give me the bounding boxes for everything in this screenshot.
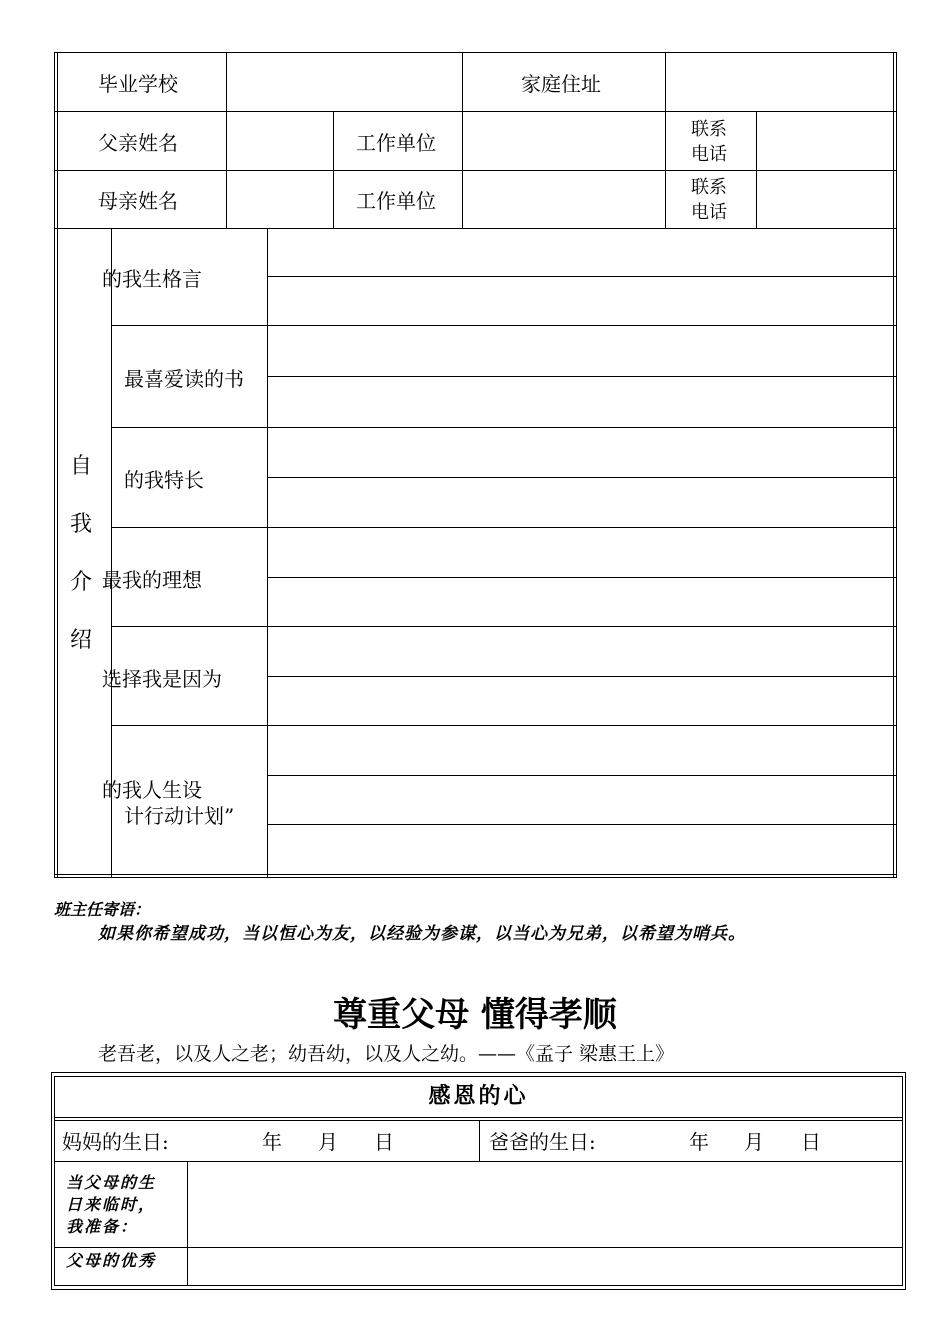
mother-phone-label-line2: 电话 [691, 202, 727, 223]
motto-label: 的我生格言 [102, 267, 202, 291]
gratitude-header: 感恩的心 [428, 1083, 529, 1109]
school-field[interactable] [227, 53, 461, 110]
prepare-label-line1: 当父母的生 [66, 1173, 157, 1192]
father-name-label: 父亲姓名 [98, 131, 178, 155]
section-title: 尊重父母 懂得孝顺 [333, 995, 617, 1035]
mother-name-field[interactable] [227, 171, 332, 227]
strength-field[interactable] [268, 428, 893, 527]
motto-field[interactable] [268, 229, 893, 325]
mom-birthday-day: 日 [374, 1130, 394, 1154]
intro-title-char-3: 介 [70, 570, 93, 595]
intro-title-char-2: 我 [70, 512, 93, 537]
mother-phone-field[interactable] [757, 171, 892, 227]
prepare-label-line3: 我准备： [66, 1217, 139, 1236]
father-phone-label-line2: 电话 [691, 144, 727, 165]
mother-phone-label-line1: 联系 [691, 177, 727, 198]
choice-reason-label: 选择我是因为 [102, 667, 222, 691]
strength-label: 的我特长 [124, 468, 204, 492]
father-phone-label-line1: 联系 [691, 119, 727, 140]
school-label: 毕业学校 [98, 72, 178, 96]
dad-birthday-month: 月 [744, 1130, 764, 1154]
father-work-label: 工作单位 [356, 131, 436, 155]
mother-name-label: 母亲姓名 [98, 189, 178, 213]
parent-merits-field[interactable] [188, 1248, 902, 1285]
mencius-quote: 老吾老，以及人之老；幼吾幼，以及人之幼。——《孟子 梁惠王上》 [98, 1043, 675, 1065]
life-plan-label-line2: 计行动计划” [124, 804, 235, 828]
teacher-message-text: 如果你希望成功，当以恒心为友，以经验为参谋，以当心为兄弟，以希望为哨兵。 [98, 924, 746, 944]
dad-birthday-year: 年 [689, 1130, 709, 1154]
life-plan-field[interactable] [268, 726, 893, 874]
mom-birthday-label: 妈妈的生日: [62, 1130, 169, 1154]
mother-work-label: 工作单位 [356, 189, 436, 213]
mother-work-field[interactable] [463, 171, 664, 227]
intro-title-char-4: 绍 [70, 628, 93, 653]
intro-title-char-1: 自 [70, 454, 93, 479]
ideal-label: 最我的理想 [102, 568, 202, 592]
dad-birthday-day: 日 [801, 1130, 821, 1154]
mom-birthday-month: 月 [318, 1130, 338, 1154]
prepare-label-line2: 日来临时， [66, 1195, 157, 1214]
choice-reason-field[interactable] [268, 627, 893, 725]
prepare-field[interactable] [188, 1162, 902, 1247]
father-phone-field[interactable] [757, 112, 892, 169]
father-work-field[interactable] [463, 112, 664, 169]
father-name-field[interactable] [227, 112, 332, 169]
address-label: 家庭住址 [521, 72, 601, 96]
teacher-message-label: 班主任寄语： [54, 900, 151, 919]
ideal-field[interactable] [268, 528, 893, 626]
favorite-book-field[interactable] [268, 326, 893, 427]
favorite-book-label: 最喜爱读的书 [124, 367, 244, 391]
address-field[interactable] [666, 53, 892, 110]
dad-birthday-label: 爸爸的生日: [489, 1130, 596, 1154]
life-plan-label-line1: 的我人生设 [102, 778, 202, 802]
mom-birthday-year: 年 [262, 1130, 282, 1154]
parent-merits-label: 父母的优秀 [66, 1251, 157, 1270]
